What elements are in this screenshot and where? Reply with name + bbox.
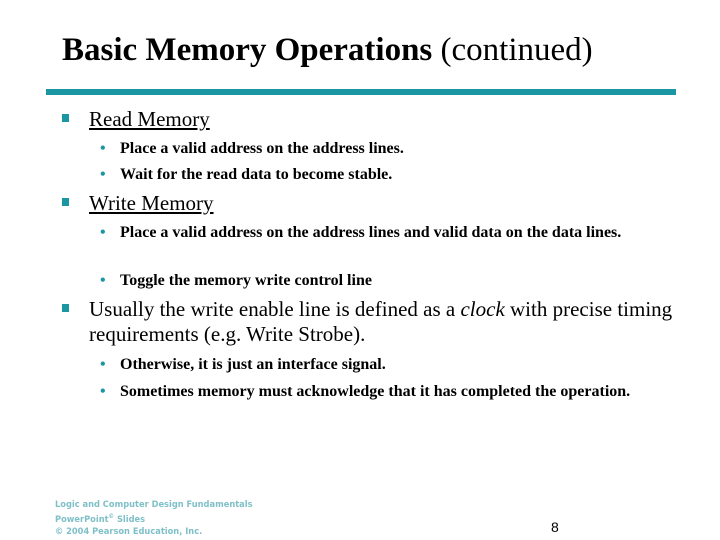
square-bullet-icon xyxy=(62,304,69,312)
footer-credit xyxy=(55,499,253,538)
footer-line-2-post: Slides xyxy=(114,515,146,525)
square-bullet-icon xyxy=(62,198,69,206)
round-bullet-icon: • xyxy=(100,224,106,241)
footer-line-1: Logic and Computer Design Fundamentals xyxy=(55,500,253,510)
round-bullet-icon: • xyxy=(100,356,106,373)
round-bullet-icon: • xyxy=(100,272,106,289)
footer-line-2-sup: © xyxy=(108,513,115,520)
sub-bullet-text: Sometimes memory must acknowledge that it has completed the operation. xyxy=(120,383,631,400)
square-bullet-icon xyxy=(62,114,69,122)
sub-bullet-text: Place a valid address on the address lines. xyxy=(120,140,404,157)
bullet-label: Write Memory xyxy=(89,191,214,215)
round-bullet-icon: • xyxy=(100,140,106,157)
bullet-text xyxy=(89,297,689,347)
bullet-text-emphasis: clock xyxy=(460,297,505,321)
slide-title xyxy=(62,30,593,70)
bullet-label: Read Memory xyxy=(89,107,210,131)
sub-bullet-text: Toggle the memory write control line xyxy=(120,272,372,289)
sub-bullet-text: Place a valid address on the address lines and valid data on the data lines. xyxy=(120,224,622,241)
title-regular: (continued) xyxy=(432,32,593,68)
footer-line-3: © 2004 Pearson Education, Inc. xyxy=(55,527,203,537)
sub-bullet-text: Wait for the read data to become stable. xyxy=(120,166,393,183)
round-bullet-icon: • xyxy=(100,166,106,183)
title-bold: Basic Memory Operations xyxy=(62,32,433,68)
footer-line-2-pre: PowerPoint xyxy=(55,515,109,525)
footer-line-2 xyxy=(55,511,253,526)
page-number: 8 xyxy=(551,519,559,535)
title-divider xyxy=(46,89,676,95)
bullet-text-before: Usually the write enable line is defined as a xyxy=(89,297,461,321)
bullet-text-after: with precise timing requirements (e.g. Write Strobe). xyxy=(89,297,673,346)
sub-bullet-text: Otherwise, it is just an interface signal. xyxy=(120,356,386,373)
round-bullet-icon: • xyxy=(100,383,106,400)
